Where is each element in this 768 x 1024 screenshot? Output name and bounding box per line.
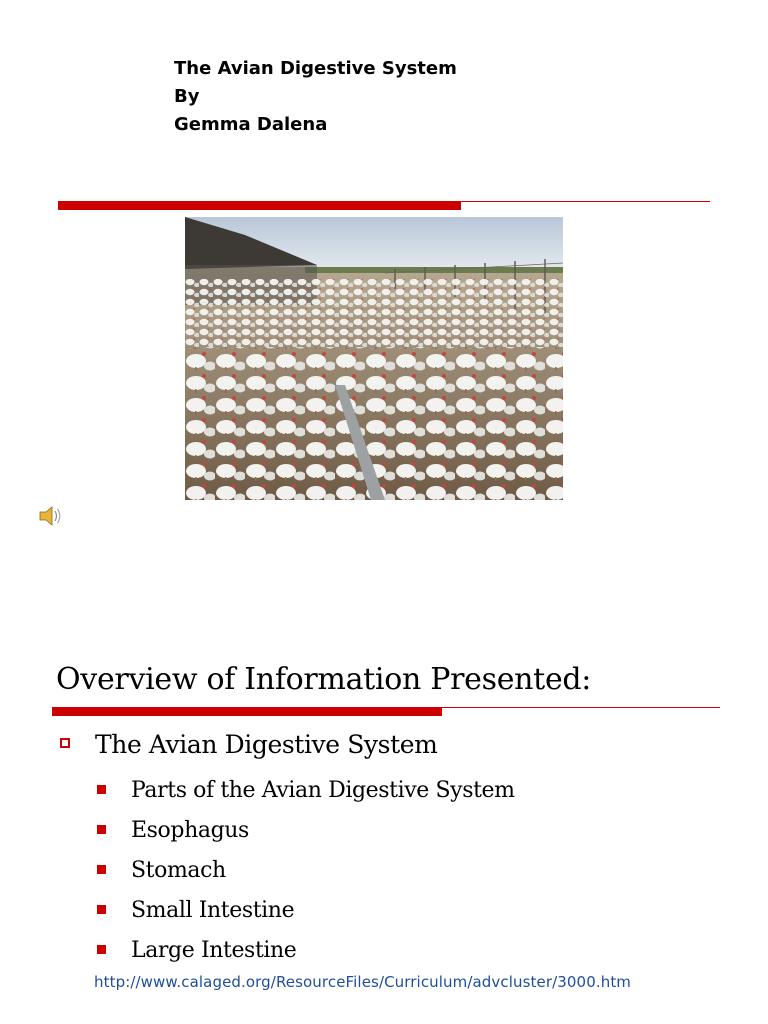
- author-name: Gemma Dalena: [174, 114, 328, 135]
- title-rule-thick: [58, 201, 461, 210]
- filled-square-bullet-icon: [97, 945, 106, 954]
- title-block: [174, 55, 457, 139]
- overview-slide: Overview of Information Presented: The Avian Digestive System Parts of the Avian Digestive System Esophagus Stomach Small Intestine Large Intestine http://www.calaged.org/ResourceFiles/Curriculum/advcluster/3000.htm: [0, 640, 768, 1024]
- overview-rule-thick: [52, 707, 442, 716]
- turkey-farm-photo: [185, 217, 563, 500]
- hollow-square-bullet-icon: [60, 738, 70, 748]
- speaker-icon[interactable]: [38, 503, 64, 529]
- filled-square-bullet-icon: [97, 825, 106, 834]
- byline-label: By: [174, 86, 200, 107]
- presentation-title: The Avian Digestive System: [174, 58, 457, 79]
- main-bullet-text: The Avian Digestive System: [95, 730, 438, 759]
- filled-square-bullet-icon: [97, 785, 106, 794]
- overview-heading: Overview of Information Presented:: [56, 662, 592, 697]
- filled-square-bullet-icon: [97, 905, 106, 914]
- filled-square-bullet-icon: [97, 865, 106, 874]
- source-link[interactable]: http://www.calaged.org/ResourceFiles/Curriculum/advcluster/3000.htm: [94, 973, 632, 991]
